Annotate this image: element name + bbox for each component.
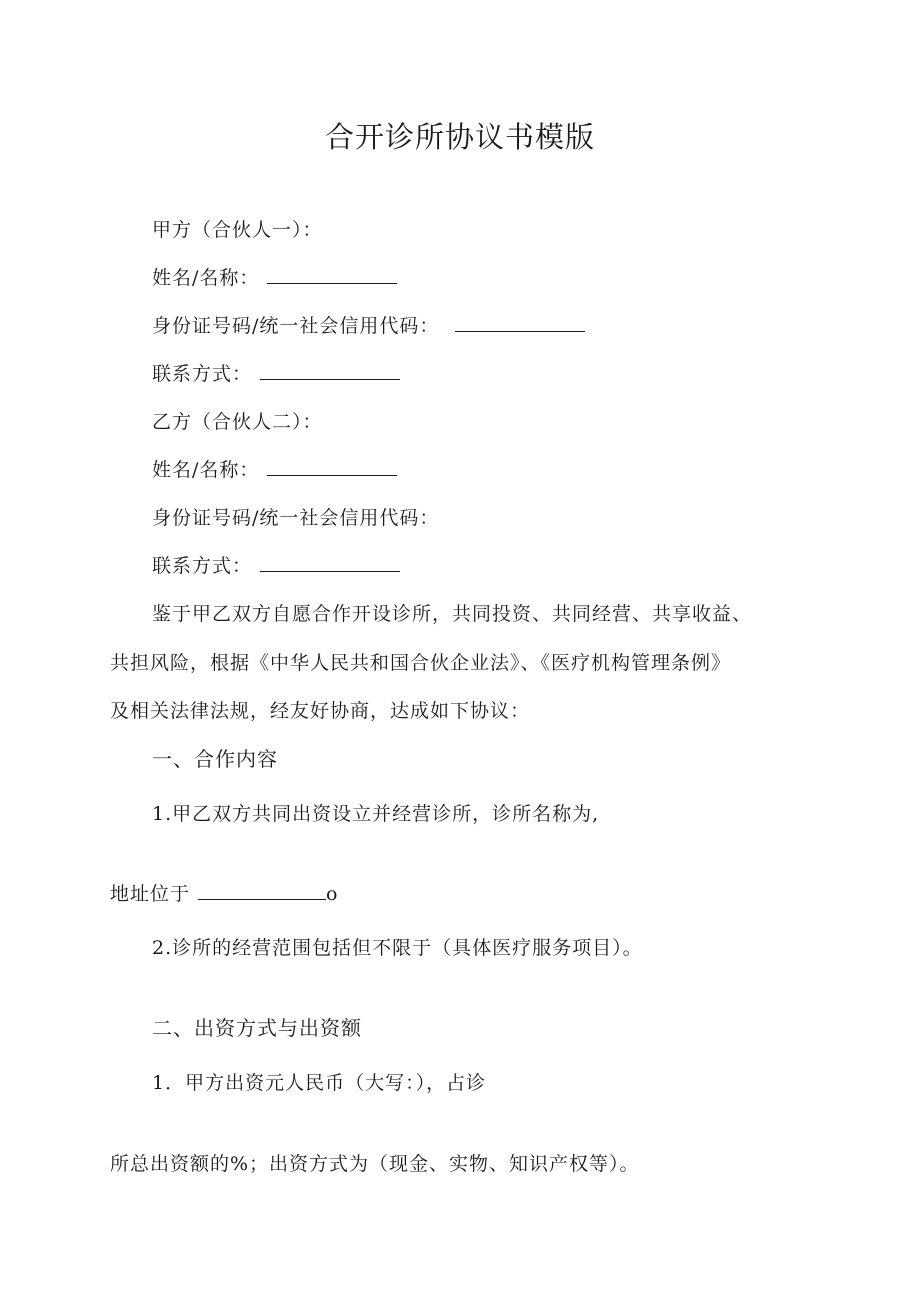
address-blank[interactable]	[198, 881, 326, 900]
party-b-id-label: 身份证号码/统一社会信用代码：	[152, 507, 440, 529]
document-title: 合开诊所协议书模版	[324, 120, 595, 154]
party-b-name-row	[152, 457, 397, 483]
party-a-id-label: 身份证号码/统一社会信用代码：	[152, 315, 440, 337]
party-b-contact-row	[152, 553, 400, 579]
address-suffix: o	[326, 883, 339, 905]
section-2-item-1-line-2: 所总出资额的%；出资方式为（现金、实物、知识产权等）。	[110, 1153, 640, 1175]
section-2-item-1-line-1: 1．甲方出资元人民币（大写：），占诊	[152, 1072, 487, 1094]
party-b-name-label: 姓名/名称：	[152, 459, 260, 481]
address-label: 地址位于	[110, 883, 191, 905]
party-a-contact-blank[interactable]	[260, 361, 400, 380]
party-a-name-row	[152, 265, 397, 291]
section-1-heading: 一、合作内容	[152, 747, 278, 771]
party-a-contact-label: 联系方式：	[152, 363, 253, 385]
party-a-contact-row	[152, 361, 400, 387]
party-a-id-blank[interactable]	[455, 313, 585, 332]
party-a-name-blank[interactable]	[267, 265, 397, 284]
section-2-heading: 二、出资方式与出资额	[152, 1016, 362, 1040]
section-1-item-1-line-1: 1.甲乙双方共同出资设立并经营诊所，诊所名称为,	[152, 803, 600, 825]
party-a-name-label: 姓名/名称：	[152, 267, 260, 289]
party-b-id-row	[152, 505, 439, 531]
party-a-id-row	[152, 313, 585, 339]
preamble-line-2: 共担风险，根据《中华人民共和国合伙企业法》、《医疗机构管理条例》	[110, 652, 732, 674]
party-b-contact-label: 联系方式：	[152, 555, 253, 577]
party-b-contact-blank[interactable]	[260, 553, 400, 572]
preamble-line-3: 及相关法律法规，经友好协商，达成如下协议：	[110, 700, 531, 722]
party-b-heading: 乙方（合伙人二）：	[152, 411, 323, 433]
section-1-item-1-line-2	[110, 881, 338, 907]
party-b-name-blank[interactable]	[267, 457, 397, 476]
section-1-item-2: 2.诊所的经营范围包括但不限于（具体医疗服务项目）。	[152, 937, 643, 959]
party-a-heading: 甲方（合伙人一）：	[152, 219, 323, 241]
preamble-line-1: 鉴于甲乙双方自愿合作开设诊所，共同投资、共同经营、共享收益、	[152, 603, 753, 625]
